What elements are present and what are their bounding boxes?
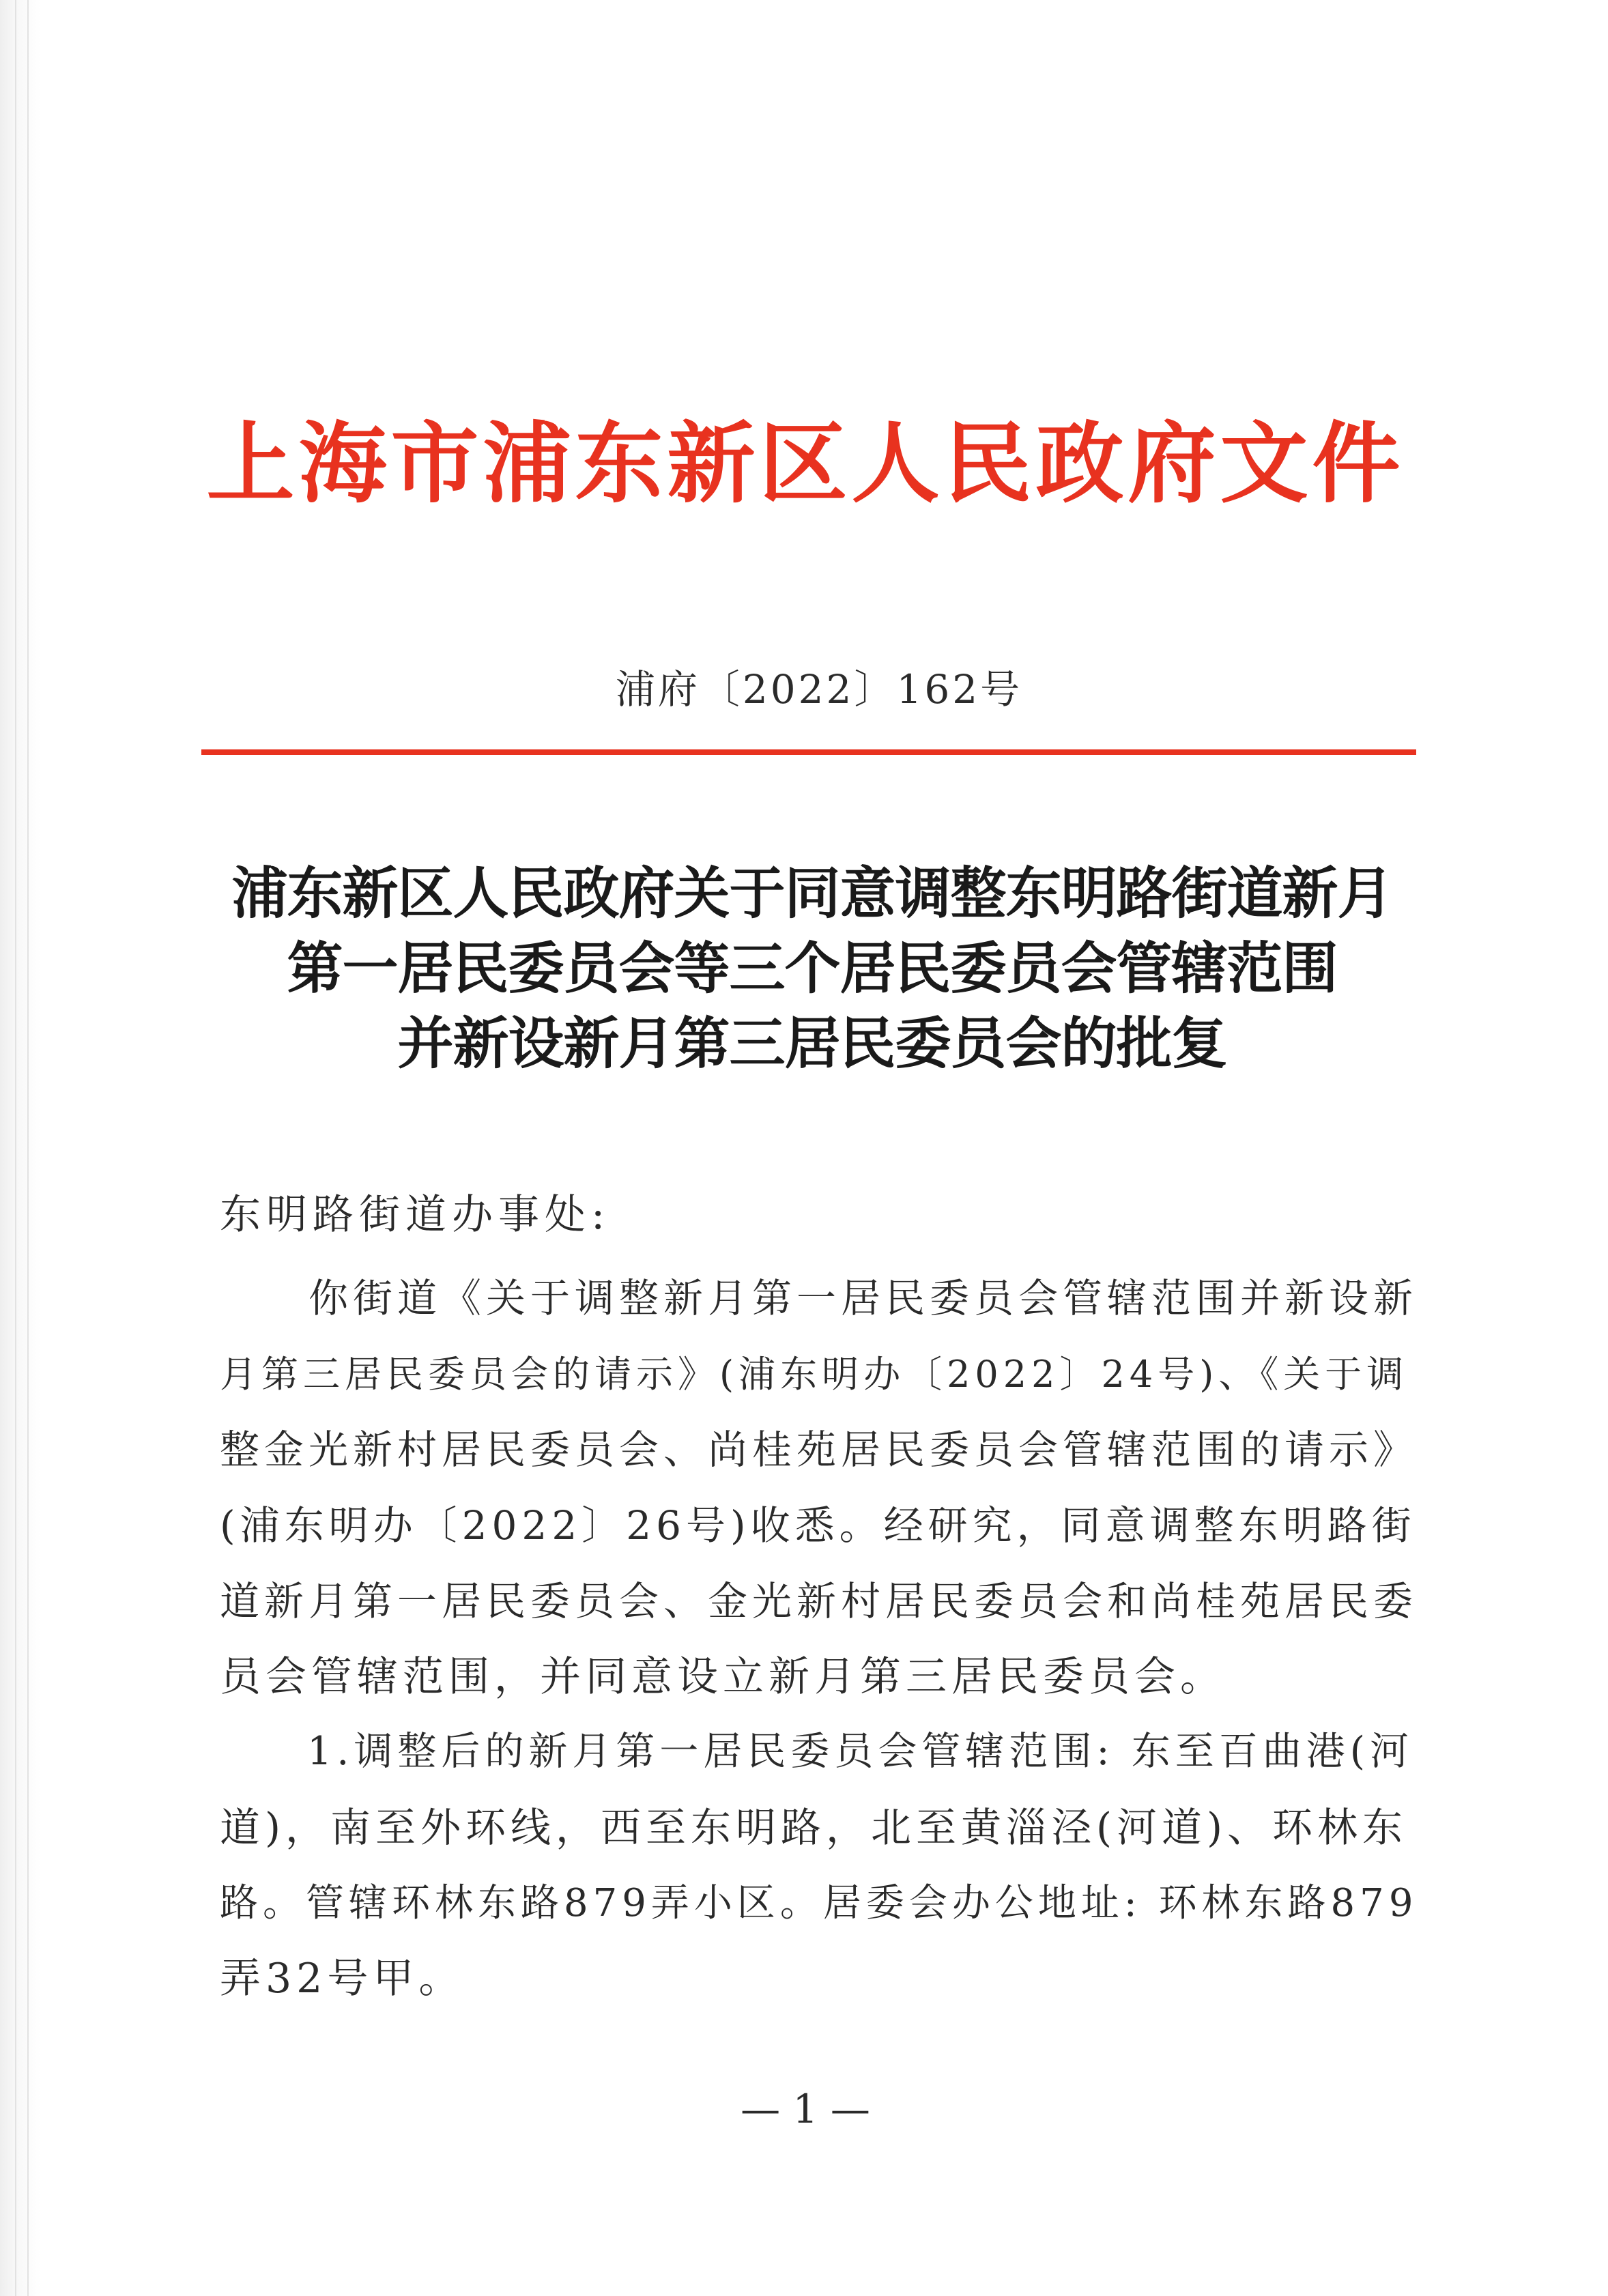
paragraph-line: 1.调整后的新月第一居民委员会管辖范围: 东至百曲港(河	[220, 1729, 1413, 1774]
scan-edge-line	[15, 0, 16, 2296]
paragraph-line: 员会管辖范围，并同意设立新月第三居民委员会。	[220, 1653, 1226, 1701]
addressee: 东明路街道办事处:	[220, 1191, 611, 1239]
document-number: 浦府〔2022〕162号	[615, 666, 1023, 713]
paragraph-line: 道新月第一居民委员会、金光新村居民委员会和尚桂苑居民委	[220, 1578, 1418, 1624]
paragraph-line: 弄32号甲。	[220, 1955, 465, 2003]
title-line: 第一居民委员会等三个居民委员会管辖范围	[287, 936, 1338, 1001]
document-masthead: 上海市浦东新区人民政府文件	[206, 412, 1405, 515]
paragraph-line: 整金光新村居民委员会、尚桂苑居民委员会管辖范围的请示》	[220, 1426, 1418, 1473]
paragraph-line: 月第三居民委员会的请示》(浦东明办〔2022〕24号)、《关于调	[220, 1353, 1409, 1396]
body-paragraph	[220, 1261, 1421, 1715]
page-number: — 1 —	[741, 2086, 870, 2132]
scan-edge-line	[27, 0, 29, 2296]
title-line: 浦东新区人民政府关于同意调整东明路街道新月	[231, 861, 1393, 926]
red-separator-rule	[201, 749, 1416, 755]
paragraph-line: (浦东明办〔2022〕26号)收悉。经研究，同意调整东明路街	[220, 1502, 1416, 1549]
title-line: 并新设新月第三居民委员会的批复	[397, 1011, 1227, 1076]
paragraph-line: 路。管辖环林东路879弄小区。居委会办公地址: 环林东路879	[220, 1881, 1418, 1925]
scan-edge-shadow	[0, 0, 41, 2296]
document-title	[205, 857, 1420, 1082]
paragraph-line: 你街道《关于调整新月第一居民委员会管辖范围并新设新	[220, 1275, 1418, 1321]
body-paragraph	[220, 1714, 1421, 2017]
paragraph-line: 道)，南至外环线，西至东明路，北至黄淄泾(河道)、环林东	[220, 1804, 1408, 1851]
